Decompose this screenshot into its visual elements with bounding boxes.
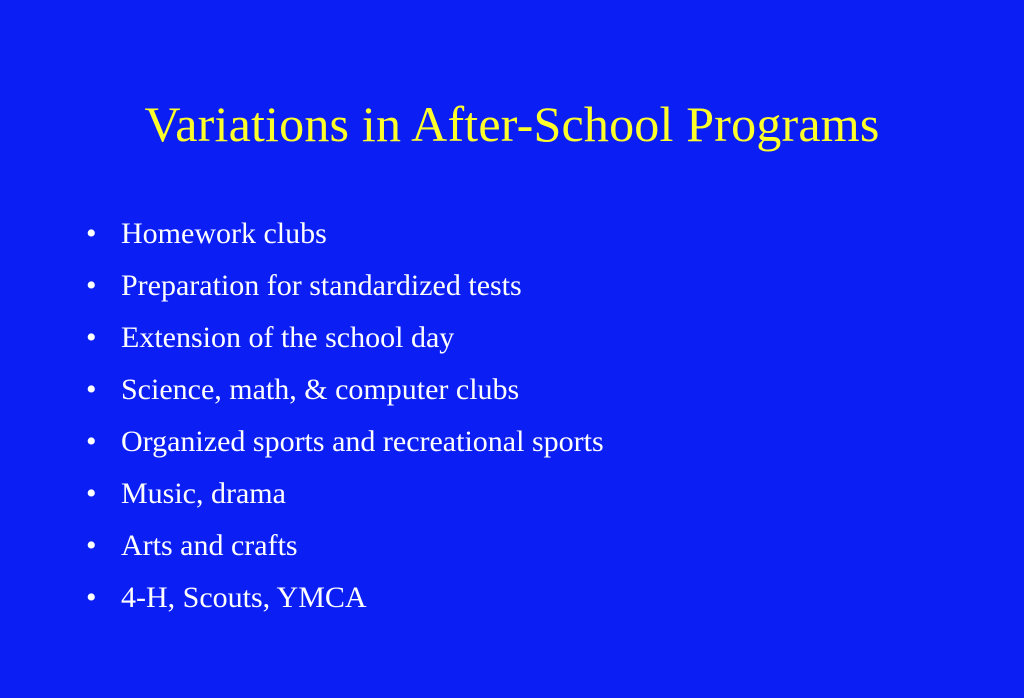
bullet-text-organized-sports: Organized sports and recreational sports (121, 425, 604, 458)
bullet-list (86, 208, 604, 624)
list-item (86, 208, 604, 260)
bullet-text-4h-scouts-ymca: 4-H, Scouts, YMCA (121, 581, 367, 614)
bullet-icon: • (86, 373, 97, 406)
bullet-text-extension-school-day: Extension of the school day (121, 321, 455, 354)
slide-title: Variations in After-School Programs (144, 96, 880, 152)
bullet-icon: • (86, 477, 97, 510)
bullet-text-music-drama: Music, drama (121, 477, 286, 510)
bullet-icon: • (86, 529, 97, 562)
bullet-icon: • (86, 269, 97, 302)
bullet-text-test-preparation: Preparation for standardized tests (121, 269, 522, 302)
list-item (86, 364, 604, 416)
bullet-icon: • (86, 321, 97, 354)
list-item (86, 468, 604, 520)
bullet-text-homework-clubs: Homework clubs (121, 217, 327, 250)
bullet-icon: • (86, 217, 97, 250)
list-item (86, 260, 604, 312)
bullet-icon: • (86, 425, 97, 458)
bullet-icon: • (86, 581, 97, 614)
list-item (86, 416, 604, 468)
list-item (86, 520, 604, 572)
list-item (86, 572, 604, 624)
list-item (86, 312, 604, 364)
bullet-text-arts-crafts: Arts and crafts (121, 529, 298, 562)
bullet-text-science-math-computer: Science, math, & computer clubs (121, 373, 520, 406)
